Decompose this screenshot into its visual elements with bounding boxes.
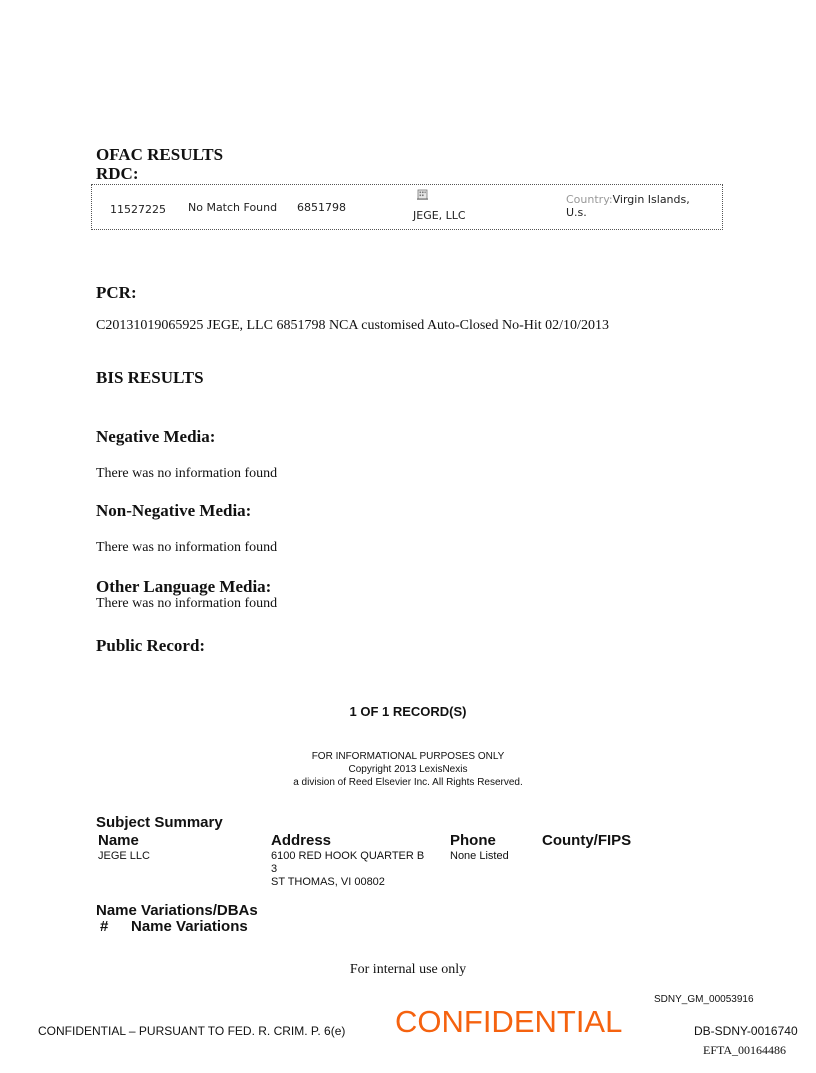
confidential-stamp: CONFIDENTIAL: [395, 1004, 623, 1039]
bis-title: BIS RESULTS: [96, 368, 204, 387]
name-variations-title: Name Variations/DBAs: [96, 902, 258, 919]
notice-line2: Copyright 2013 LexisNexis: [348, 764, 468, 775]
rdc-country: [566, 193, 690, 206]
rdc-result-row: [91, 184, 723, 230]
internal-use-note: For internal use only: [349, 962, 467, 977]
subject-summary-title: Subject Summary: [96, 814, 223, 831]
confidential-footer: CONFIDENTIAL – PURSUANT TO FED. R. CRIM. P. 6(e): [38, 1024, 346, 1038]
rdc-label: RDC:: [96, 164, 139, 183]
subject-address-line3: ST THOMAS, VI 00802: [271, 876, 385, 888]
subject-address-line2: 3: [271, 863, 278, 875]
other-language-media-title: Other Language Media:: [96, 577, 272, 596]
notice-line1: FOR INFORMATIONAL PURPOSES ONLY: [311, 751, 505, 762]
rdc-status: No Match Found: [188, 201, 278, 214]
subject-name: JEGE LLC: [98, 850, 150, 862]
record-count: 1 OF 1 RECORD(S): [349, 704, 467, 719]
country-value: Virgin Islands,: [612, 193, 690, 206]
ofac-title: OFAC RESULTS: [96, 145, 224, 164]
col-header-county: County/FIPS: [542, 832, 632, 849]
country-value-cont: U.s.: [566, 206, 587, 219]
bates-number-3: EFTA_00164486: [703, 1043, 787, 1057]
negative-media-text: There was no information found: [96, 466, 278, 481]
pcr-label: PCR:: [96, 283, 137, 302]
rdc-entity: JEGE, LLC: [413, 209, 466, 222]
non-negative-media-title: Non-Negative Media:: [96, 501, 252, 520]
public-record-title: Public Record:: [96, 636, 206, 655]
country-label: Country:: [566, 193, 613, 206]
col-header-name: Name: [98, 832, 139, 849]
notice-line3: a division of Reed Elsevier Inc. All Rights Reserved.: [293, 777, 523, 788]
subject-phone: None Listed: [450, 850, 509, 862]
bates-number-1: SDNY_GM_00053916: [654, 994, 754, 1005]
non-negative-media-text: There was no information found: [96, 540, 278, 555]
rdc-id: 11527225: [110, 203, 166, 216]
col-header-phone: Phone: [450, 832, 496, 849]
negative-media-title: Negative Media:: [96, 427, 216, 446]
subject-address-line1: 6100 RED HOOK QUARTER B: [271, 850, 425, 862]
col-header-hash: #: [100, 918, 109, 935]
col-header-name-variations: Name Variations: [131, 918, 248, 935]
col-header-address: Address: [271, 832, 332, 849]
building-icon: [417, 189, 428, 200]
bates-number-2: DB-SDNY-0016740: [694, 1024, 798, 1038]
pcr-text: C20131019065925 JEGE, LLC 6851798 NCA customised Auto-Closed No-Hit 02/10/2013: [96, 318, 609, 333]
other-language-media-text: There was no information found: [96, 596, 278, 611]
rdc-number: 6851798: [297, 201, 346, 214]
